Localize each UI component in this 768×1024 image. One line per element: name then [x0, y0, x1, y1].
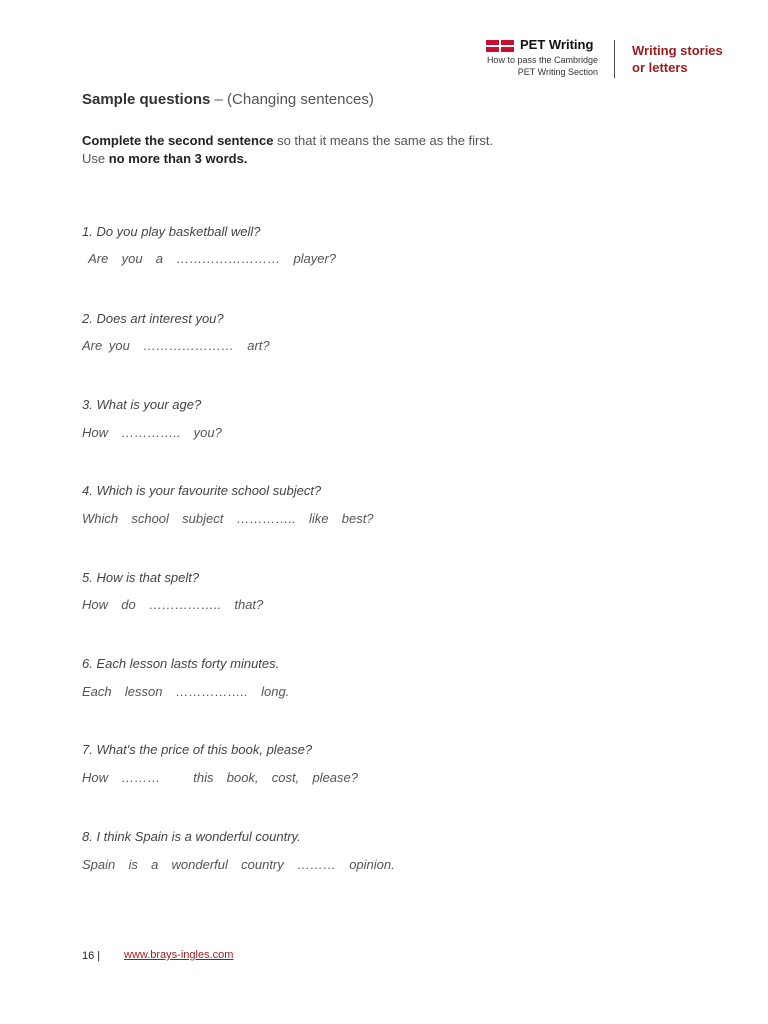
answer-1: Are you a …………………… player?: [82, 251, 337, 266]
website-link[interactable]: www.brays-ingles.com: [124, 949, 234, 961]
question-4: 4. Which is your favourite school subject?: [82, 483, 322, 498]
header-subtitle-line1: How to pass the Cambridge: [486, 55, 598, 65]
question-7: 7. What's the price of this book, please?: [82, 742, 313, 757]
question-6: 6. Each lesson lasts forty minutes.: [82, 656, 280, 671]
header-section-line2: or letters: [632, 60, 688, 75]
question-8: 8. I think Spain is a wonderful country.: [82, 829, 301, 844]
instructions-text-1: so that it means the same as the first.: [273, 133, 494, 148]
answer-5: How do …………….. that?: [82, 597, 264, 612]
instructions-bold-2: no more than 3 words.: [108, 151, 248, 166]
question-1: 1. Do you play basketball well?: [82, 224, 261, 239]
question-5: 5. How is that spelt?: [82, 570, 200, 585]
instructions: [82, 132, 493, 168]
page-number: 16 |: [82, 950, 101, 962]
question-3: 3. What is your age?: [82, 397, 202, 412]
header-section-label: [632, 42, 723, 76]
answer-6: Each lesson …………….. long.: [82, 684, 290, 699]
answer-2: Are you ………………… art?: [82, 338, 270, 353]
answer-7: How ……… this book, cost, please?: [82, 770, 358, 785]
answer-4: Which school subject ………….. like best?: [82, 511, 374, 526]
header-section-line1: Writing stories: [632, 43, 723, 58]
answer-8: Spain is a wonderful country ……… opinion.: [82, 857, 395, 872]
header-title: PET Writing: [520, 37, 594, 52]
header-divider: [614, 40, 615, 78]
england-flag-icon: [486, 40, 514, 52]
instructions-prefix-2: Use: [82, 151, 109, 166]
question-2: 2. Does art interest you?: [82, 311, 224, 326]
header-subtitle-line2: PET Writing Section: [517, 67, 598, 77]
page-title-main: Sample questions: [82, 91, 211, 108]
instructions-bold-1: Complete the second sentence: [82, 133, 274, 148]
page-title: [82, 91, 374, 108]
answer-3: How ………….. you?: [82, 425, 222, 440]
page-title-sub: – (Changing sentences): [210, 91, 374, 108]
